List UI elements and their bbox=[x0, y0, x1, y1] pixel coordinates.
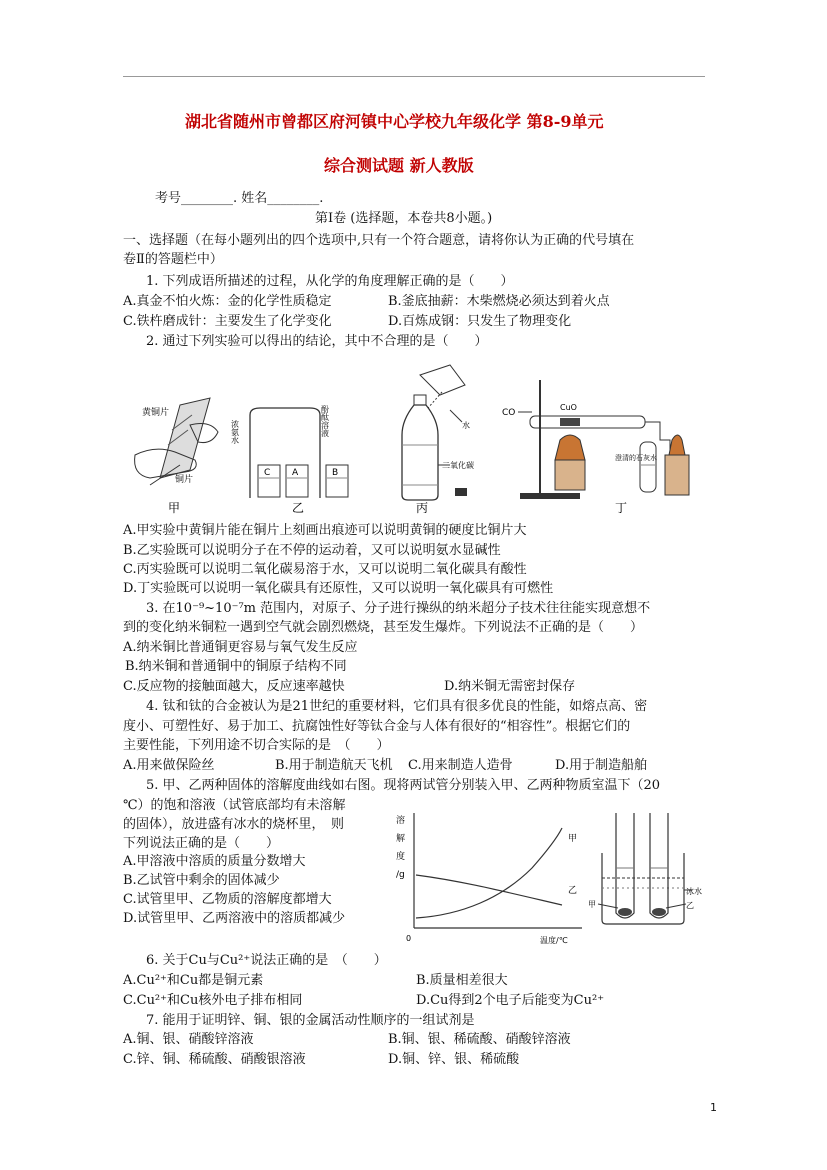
label-jia: 甲 bbox=[168, 501, 181, 515]
graph-ylabel-3: 度 bbox=[396, 852, 406, 862]
q2-stem: 2. 通过下列实验可以得出的结论，其中不合理的是（ ） bbox=[146, 334, 488, 349]
label-bing: 丙 bbox=[416, 501, 429, 515]
q2-option-b: B.乙实验既可以说明分子在不停的运动着，又可以说明氨水显碱性 bbox=[123, 543, 501, 558]
q5-option-b: B.乙试管中剩余的固体减少 bbox=[123, 873, 280, 888]
graph-origin: 0 bbox=[406, 934, 412, 943]
label-yi: 乙 bbox=[292, 501, 305, 515]
curve-jia bbox=[416, 828, 562, 918]
experiment-bing bbox=[402, 365, 474, 515]
q2-option-a: A.甲实验中黄铜片能在铜片上刻画出痕迹可以说明黄铜的硬度比铜片大 bbox=[123, 523, 527, 538]
q4-stem-line-2: 度小、可塑性好、易于加工、抗腐蚀性好等钛合金与人体有很好的“相容性”。根据它们的 bbox=[123, 719, 631, 734]
q7-stem: 7. 能用于证明锌、铜、银的金属活动性顺序的一组试剂是 bbox=[146, 1013, 475, 1028]
q1-option-a: A.真金不怕火炼：金的化学性质稳定 bbox=[123, 294, 332, 309]
q5-option-d: D.试管里甲、乙两溶液中的溶质都减少 bbox=[123, 911, 346, 926]
label-b: B bbox=[332, 468, 339, 478]
q2-option-c: C.丙实验既可以说明二氧化碳易溶于水，又可以说明二氧化碳具有酸性 bbox=[123, 562, 527, 577]
q4-option-a: A.用来做保险丝 bbox=[123, 758, 215, 773]
q1-stem: 1. 下列成语所描述的过程，从化学的角度理解正确的是（ ） bbox=[146, 274, 514, 289]
instructions-line-1: 一、选择题（在每小题列出的四个选项中,只有一个符合题意，请将你认为正确的代号填在 bbox=[123, 233, 635, 248]
experiment-ding bbox=[502, 380, 689, 515]
q4-option-b: B.用于制造航天飞机 bbox=[275, 758, 393, 773]
q7-option-c: C.锌、铜、稀硫酸、硝酸银溶液 bbox=[123, 1052, 306, 1067]
q7-option-b: B.铜、银、稀硫酸、硝酸锌溶液 bbox=[388, 1032, 571, 1047]
q2-option-d: D.丁实验既可以说明一氧化碳具有还原性，又可以说明一氧化碳具有可燃性 bbox=[123, 581, 554, 596]
q3-option-a: A.纳米铜比普通铜更容易与氧气发生反应 bbox=[123, 640, 358, 655]
q6-option-b: B.质量相差很大 bbox=[416, 973, 508, 988]
graph-ylabel-1: 溶 bbox=[396, 816, 406, 826]
label-copper: 铜片 bbox=[175, 475, 194, 485]
title-line-2: 综合测试题 新人教版 bbox=[324, 156, 474, 175]
label-ammonia: 浓氨水 bbox=[230, 420, 240, 444]
q6-stem: 6. 关于Cu与Cu²⁺说法正确的是 （ ） bbox=[146, 953, 387, 968]
beaker-label-yi: 乙 bbox=[686, 901, 694, 910]
curve-yi bbox=[416, 875, 562, 905]
graph-label-yi: 乙 bbox=[568, 886, 578, 896]
q1-option-d: D.百炼成钢：只发生了物理变化 bbox=[388, 314, 572, 329]
graph-ylabel-4: /g bbox=[396, 870, 405, 880]
label-c: C bbox=[264, 468, 271, 478]
q5-stem-line-2: ℃）的饱和溶液（试管底部均有未溶解 bbox=[123, 798, 346, 813]
q5-stem-line-3: 的固体），放进盛有冰水的烧杯里， 则 bbox=[123, 817, 345, 832]
q5-stem-line-1: 5. 甲、乙两种固体的溶解度曲线如右图。现将两试管分别装入甲、乙两种物质室温下（20 bbox=[146, 778, 661, 793]
q6-option-c: C.Cu²⁺和Cu核外电子排布相同 bbox=[123, 993, 303, 1008]
label-ding: 丁 bbox=[615, 501, 628, 515]
q5-option-a: A.甲溶液中溶质的质量分数增大 bbox=[123, 854, 306, 869]
page-number: 1 bbox=[710, 1101, 717, 1114]
q4-option-d: D.用于制造船舶 bbox=[555, 758, 648, 773]
graph-ylabel-2: 解 bbox=[396, 834, 406, 844]
title-line-1: 湖北省随州市曾都区府河镇中心学校九年级化学 第8-9单元 bbox=[185, 112, 604, 131]
label-a: A bbox=[292, 468, 299, 478]
q7-option-d: D.铜、锌、银、稀硫酸 bbox=[388, 1052, 520, 1067]
q7-option-a: A.铜、银、硝酸锌溶液 bbox=[123, 1032, 254, 1047]
beaker-figure bbox=[588, 808, 708, 928]
solubility-graph bbox=[392, 803, 592, 948]
label-co: CO bbox=[502, 408, 516, 418]
label-brass: 黄铜片 bbox=[142, 408, 170, 418]
q6-option-d: D.Cu得到2个电子后能变为Cu²⁺ bbox=[416, 993, 605, 1008]
label-limewater: 澄清的石灰水 bbox=[615, 454, 657, 462]
q3-option-d: D.纳米铜无需密封保存 bbox=[444, 679, 576, 694]
label-water: 水 bbox=[462, 421, 470, 430]
q1-option-b: B.釜底抽薪：木柴燃烧必须达到着火点 bbox=[388, 294, 610, 309]
experiment-jia bbox=[135, 398, 218, 515]
label-co2: 二氧化碳 bbox=[442, 461, 474, 470]
instructions-line-2: 卷Ⅱ的答题栏中） bbox=[123, 252, 223, 267]
section-header: 第Ⅰ卷 (选择题，本卷共8小题。) bbox=[315, 211, 493, 226]
q3-option-c: C.反应物的接触面越大，反应速率越快 bbox=[123, 679, 345, 694]
q4-stem-line-1: 4. 钛和钛的合金被认为是21世纪的重要材料，它们具有很多优良的性能，如熔点高、密 bbox=[146, 699, 648, 714]
exam-info: 考号________. 姓名________. bbox=[155, 191, 324, 206]
q4-stem-line-3: 主要性能，下列用途不切合实际的是 （ ） bbox=[123, 738, 390, 753]
q3-stem-line-1: 3. 在10⁻⁹~10⁻⁷m 范围内，对原子、分子进行操纵的纳米超分子技术往往能实现意想不 bbox=[146, 601, 651, 616]
experiment-yi bbox=[231, 404, 349, 515]
q2-experiment-figure bbox=[120, 360, 720, 520]
q3-stem-line-2: 到的变化纳米铜粒一遇到空气就会剧烈燃烧，甚至发生爆炸。下列说法不正确的是（ ） bbox=[123, 620, 644, 635]
q4-option-c: C.用来制造人造骨 bbox=[408, 758, 513, 773]
q3-option-b: B.纳米铜和普通铜中的铜原子结构不同 bbox=[125, 659, 347, 674]
q1-option-c: C.铁杵磨成针：主要发生了化学变化 bbox=[123, 314, 332, 329]
label-phenol: 酚酞溶液 bbox=[320, 405, 330, 437]
q6-option-a: A.Cu²⁺和Cu都是铜元素 bbox=[123, 973, 264, 988]
header-rule bbox=[123, 76, 705, 77]
label-cuo: CuO bbox=[560, 403, 577, 412]
q5-stem-line-4: 下列说法正确的是（ ） bbox=[123, 836, 280, 851]
beaker-label-ice-water: 冰水 bbox=[686, 887, 702, 896]
beaker-label-jia: 甲 bbox=[588, 900, 596, 909]
graph-label-jia: 甲 bbox=[568, 834, 578, 844]
graph-xlabel: 温度/℃ bbox=[540, 936, 568, 945]
q5-option-c: C.试管里甲、乙物质的溶解度都增大 bbox=[123, 892, 332, 907]
